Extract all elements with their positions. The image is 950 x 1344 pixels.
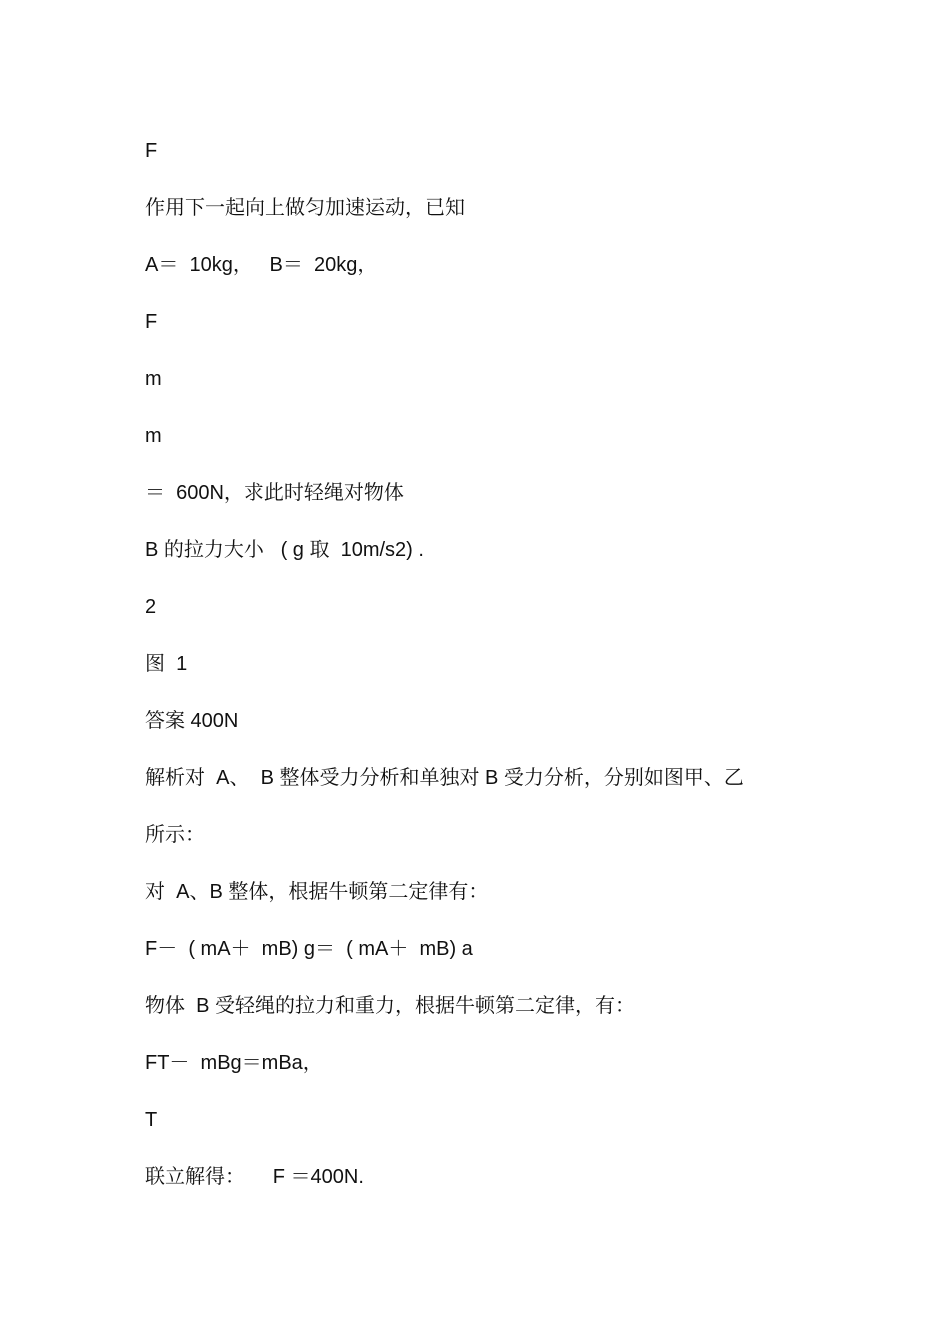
answer-line: 答案 400N xyxy=(145,710,239,732)
result-line: 联立解得： F ＝400N. xyxy=(145,1166,364,1188)
text-line-6: m xyxy=(145,425,162,447)
text-line-4: F xyxy=(145,311,158,333)
analysis-line-2: 所示： xyxy=(145,824,205,846)
analysis-line-4: 物体 B 受轻绳的拉力和重力，根据牛顿第二定律，有： xyxy=(145,995,636,1017)
text-line-1: F xyxy=(145,140,158,162)
text-line-5: m xyxy=(145,368,162,390)
analysis-line-3: 对 A、B 整体，根据牛顿第二定律有： xyxy=(145,881,489,903)
text-line-9: 2 xyxy=(145,596,157,618)
figure-caption: 图 1 xyxy=(145,653,188,675)
text-line-3: A＝ 10kg， B＝ 20kg， xyxy=(145,254,378,276)
text-line-2: 作用下一起向上做匀加速运动，已知 xyxy=(145,197,465,219)
equation-1: F－ ( mA＋ mB) g＝ ( mA＋ mB) a xyxy=(145,938,473,960)
text-line-7: ＝ 600N，求此时轻绳对物体 xyxy=(145,482,404,504)
text-line-t: T xyxy=(145,1109,158,1131)
text-line-8: B 的拉力大小 ( g 取 10m/s2) . xyxy=(145,539,424,561)
equation-2: FT－ mBg＝mBa， xyxy=(145,1052,323,1074)
analysis-line-1: 解析对 A、 B 整体受力分析和单独对 B 受力分析，分别如图甲、乙 xyxy=(145,767,744,789)
